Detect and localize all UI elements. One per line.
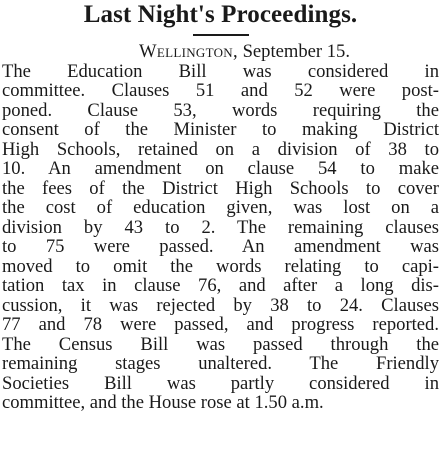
dateline-date: September 15. [237,42,350,62]
dateline-place: Wellington, [139,42,238,62]
body-line: cussion, it was rejected by 38 to 24. Clauses [2,295,439,315]
body-line: poned. Clause 53, words requiring the [2,100,439,120]
body-line: High Schools, retained on a division of 38 to [2,139,439,159]
headline-divider [193,34,249,36]
body-line: 77 and 78 were passed, and progress reported. [2,315,439,335]
body-line: the cost of education given, was lost on a [2,198,439,218]
body-line: division by 43 to 2. The remaining clauses [2,217,439,237]
body-line: 10. An amendment on clause 54 to make [2,159,439,179]
body-line: moved to omit the words relating to capi- [2,256,439,276]
body-line: to 75 were passed. An amendment was [2,237,439,257]
body-line: the fees of the District High Schools to cover [2,178,439,198]
body-line: Societies Bill was partly considered in [2,373,439,393]
body-line: committee, and the House rose at 1.50 a.m. [2,393,324,413]
body-line: committee. Clauses 51 and 52 were post- [2,81,439,101]
body-line: consent of the Minister to making District [2,120,439,140]
article-body [0,42,441,413]
body-line: remaining stages unaltered. The Friendly [2,354,439,374]
article-headline: Last Night's Proceedings. [83,1,358,28]
body-line: The Census Bill was passed through the [2,334,439,354]
dateline [0,42,441,62]
body-line: tation tax in clause 76, and after a long dis- [2,276,439,296]
body-line: The Education Bill was considered in [2,61,439,81]
